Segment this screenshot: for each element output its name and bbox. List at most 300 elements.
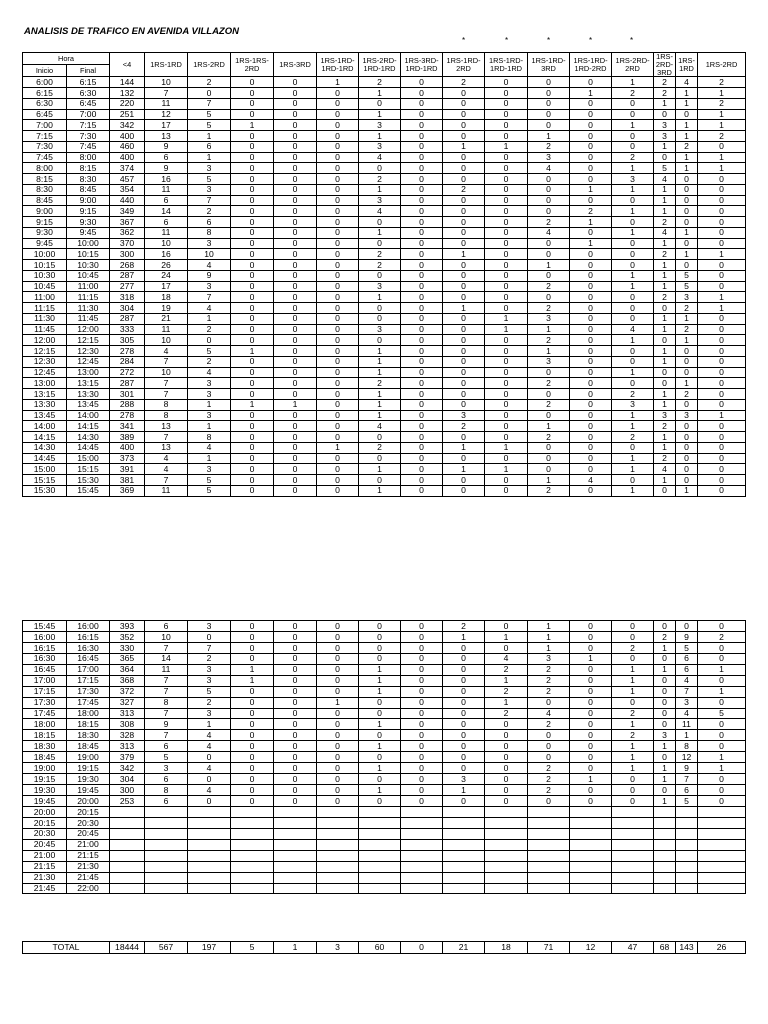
count-cell: 0 (317, 785, 359, 796)
count-cell: 11 (145, 664, 188, 675)
time-start-cell: 10:45 (23, 281, 67, 292)
count-cell: 3 (359, 120, 401, 131)
count-cell: 0 (274, 389, 317, 400)
count-cell: 0 (401, 260, 443, 271)
count-cell: 5 (188, 346, 231, 357)
count-cell: 2 (698, 131, 746, 142)
count-cell (570, 883, 612, 894)
count-cell: 0 (231, 184, 274, 195)
count-cell: 0 (231, 335, 274, 346)
time-end-cell: 10:15 (67, 249, 110, 260)
count-cell: 0 (401, 653, 443, 664)
count-cell: 0 (443, 389, 485, 400)
count-cell: 3 (612, 399, 654, 410)
time-end-cell: 10:30 (67, 260, 110, 271)
time-end-cell: 13:00 (67, 367, 110, 378)
count-cell: 21 (145, 313, 188, 324)
count-cell: 7 (145, 378, 188, 389)
count-cell: 0 (570, 708, 612, 719)
count-cell: 0 (231, 163, 274, 174)
count-cell: 1 (359, 763, 401, 774)
count-cell: 2 (528, 719, 570, 730)
count-cell: 3 (188, 281, 231, 292)
total-value: 47 (612, 942, 654, 954)
count-cell: 4 (654, 174, 676, 185)
time-end-cell: 13:15 (67, 378, 110, 389)
count-cell: 0 (528, 270, 570, 281)
count-cell: 0 (359, 475, 401, 486)
column-header: 1RS-1RD-3RD (528, 53, 570, 77)
count-cell: 4 (528, 227, 570, 238)
table-row (23, 141, 746, 152)
count-cell (612, 872, 654, 883)
time-start-cell: 7:45 (23, 152, 67, 163)
table-row (23, 719, 746, 730)
count-cell: 8 (145, 697, 188, 708)
count-cell: 0 (231, 389, 274, 400)
time-start-cell: 13:30 (23, 399, 67, 410)
count-cell (317, 861, 359, 872)
count-cell: 0 (698, 389, 746, 400)
count-cell: 2 (359, 249, 401, 260)
column-header: <4 (110, 53, 145, 77)
count-cell: 251 (110, 109, 145, 120)
time-end-cell: 19:00 (67, 752, 110, 763)
count-cell: 0 (401, 485, 443, 496)
time-start-cell: 20:30 (23, 828, 67, 839)
count-cell (528, 828, 570, 839)
count-cell: 0 (698, 719, 746, 730)
count-cell: 0 (443, 281, 485, 292)
time-start-cell: 17:00 (23, 675, 67, 686)
count-cell: 0 (401, 152, 443, 163)
count-cell: 0 (654, 367, 676, 378)
time-end-cell: 18:00 (67, 708, 110, 719)
table-row (23, 796, 746, 807)
count-cell: 0 (317, 708, 359, 719)
time-end-cell: 19:45 (67, 785, 110, 796)
count-cell: 369 (110, 485, 145, 496)
count-cell: 400 (110, 131, 145, 142)
count-cell: 0 (317, 631, 359, 642)
time-end-cell: 8:15 (67, 163, 110, 174)
table-row (23, 77, 746, 88)
time-start-cell: 20:15 (23, 817, 67, 828)
count-cell: 7 (188, 195, 231, 206)
count-cell (359, 883, 401, 894)
count-cell: 1 (698, 686, 746, 697)
time-start-cell: 17:30 (23, 697, 67, 708)
count-cell: 8 (145, 785, 188, 796)
table-row (23, 206, 746, 217)
count-cell: 0 (443, 335, 485, 346)
count-cell (231, 839, 274, 850)
count-cell: 0 (231, 763, 274, 774)
count-cell: 0 (676, 109, 698, 120)
count-cell: 0 (443, 719, 485, 730)
count-cell: 0 (443, 324, 485, 335)
count-cell: 0 (359, 621, 401, 632)
time-start-cell: 21:00 (23, 850, 67, 861)
count-cell: 0 (485, 378, 528, 389)
count-cell: 7 (188, 292, 231, 303)
count-cell: 3 (528, 356, 570, 367)
count-cell: 0 (443, 238, 485, 249)
count-cell: 2 (676, 324, 698, 335)
count-cell: 0 (485, 399, 528, 410)
count-cell: 0 (401, 249, 443, 260)
table-row (23, 763, 746, 774)
count-cell: 0 (485, 260, 528, 271)
count-cell: 1 (359, 485, 401, 496)
table-row (23, 281, 746, 292)
count-cell: 2 (654, 453, 676, 464)
count-cell (654, 850, 676, 861)
count-cell: 1 (485, 141, 528, 152)
table-row (23, 227, 746, 238)
count-cell: 3 (188, 708, 231, 719)
count-cell: 0 (485, 184, 528, 195)
count-cell: 24 (145, 270, 188, 281)
count-cell: 0 (570, 378, 612, 389)
count-cell: 0 (231, 303, 274, 314)
count-cell: 16 (145, 249, 188, 260)
time-start-cell: 6:00 (23, 77, 67, 88)
table-row (23, 163, 746, 174)
count-cell (110, 861, 145, 872)
count-cell: 0 (485, 281, 528, 292)
count-cell: 1 (676, 313, 698, 324)
count-cell (145, 839, 188, 850)
count-cell: 1 (231, 664, 274, 675)
count-cell: 1 (654, 238, 676, 249)
count-cell: 2 (612, 642, 654, 653)
time-start-cell: 9:45 (23, 238, 67, 249)
count-cell: 0 (485, 335, 528, 346)
count-cell: 17 (145, 281, 188, 292)
count-cell: 0 (528, 292, 570, 303)
count-cell: 0 (274, 621, 317, 632)
count-cell: 0 (317, 421, 359, 432)
count-cell: 0 (274, 206, 317, 217)
count-cell: 5 (188, 475, 231, 486)
table-row (23, 730, 746, 741)
count-cell: 2 (654, 292, 676, 303)
count-cell: 6 (145, 152, 188, 163)
time-start-cell: 6:45 (23, 109, 67, 120)
count-cell: 1 (188, 131, 231, 142)
count-cell: 2 (528, 399, 570, 410)
count-cell: 0 (698, 796, 746, 807)
time-start-cell: 13:00 (23, 378, 67, 389)
star-mark: * (505, 36, 509, 45)
count-cell: 0 (317, 675, 359, 686)
count-cell: 0 (612, 621, 654, 632)
count-cell: 0 (317, 313, 359, 324)
count-cell (110, 828, 145, 839)
count-cell: 1 (676, 131, 698, 142)
time-end-cell: 7:15 (67, 120, 110, 131)
count-cell: 1 (654, 741, 676, 752)
count-cell: 2 (654, 217, 676, 228)
count-cell: 2 (528, 303, 570, 314)
count-cell: 0 (676, 464, 698, 475)
time-end-cell: 14:30 (67, 432, 110, 443)
count-cell: 1 (359, 664, 401, 675)
count-cell: 0 (528, 389, 570, 400)
count-cell: 0 (485, 367, 528, 378)
count-cell: 0 (443, 763, 485, 774)
time-start-cell: 18:15 (23, 730, 67, 741)
count-cell: 0 (485, 270, 528, 281)
count-cell: 0 (570, 399, 612, 410)
count-cell: 0 (317, 195, 359, 206)
total-value: 60 (359, 942, 401, 954)
count-cell: 2 (528, 686, 570, 697)
count-cell: 0 (443, 270, 485, 281)
time-end-cell: 10:45 (67, 270, 110, 281)
count-cell: 2 (528, 785, 570, 796)
star-mark: * (547, 36, 551, 45)
count-cell: 0 (231, 270, 274, 281)
count-cell: 268 (110, 260, 145, 271)
count-cell: 0 (570, 785, 612, 796)
count-cell: 0 (698, 195, 746, 206)
count-cell: 0 (231, 453, 274, 464)
count-cell: 0 (317, 227, 359, 238)
count-cell: 0 (570, 730, 612, 741)
count-cell: 0 (274, 217, 317, 228)
count-cell: 1 (698, 120, 746, 131)
time-start-cell: 14:15 (23, 432, 67, 443)
count-cell: 5 (676, 642, 698, 653)
count-cell: 0 (443, 195, 485, 206)
total-value: 71 (528, 942, 570, 954)
count-cell: 0 (401, 292, 443, 303)
count-cell: 0 (317, 270, 359, 281)
hora-header: Hora (23, 53, 110, 65)
count-cell (188, 839, 231, 850)
time-end-cell: 16:45 (67, 653, 110, 664)
count-cell: 0 (317, 356, 359, 367)
count-cell: 1 (359, 88, 401, 99)
count-cell: 10 (145, 238, 188, 249)
count-cell: 6 (145, 217, 188, 228)
table-row (23, 675, 746, 686)
count-cell: 318 (110, 292, 145, 303)
count-cell: 0 (274, 421, 317, 432)
table-row (23, 883, 746, 894)
count-cell: 9 (145, 163, 188, 174)
count-cell: 1 (359, 686, 401, 697)
table-row (23, 292, 746, 303)
count-cell: 0 (485, 206, 528, 217)
count-cell: 3 (676, 410, 698, 421)
count-cell: 0 (231, 741, 274, 752)
count-cell: 0 (612, 785, 654, 796)
count-cell: 19 (145, 303, 188, 314)
count-cell: 0 (570, 686, 612, 697)
count-cell: 0 (317, 741, 359, 752)
count-cell: 0 (231, 77, 274, 88)
count-cell: 391 (110, 464, 145, 475)
count-cell: 0 (317, 141, 359, 152)
count-cell: 0 (401, 686, 443, 697)
count-cell: 1 (528, 642, 570, 653)
total-value: 12 (570, 942, 612, 954)
count-cell: 0 (698, 421, 746, 432)
count-cell (570, 861, 612, 872)
time-start-cell: 11:30 (23, 313, 67, 324)
count-cell (145, 861, 188, 872)
count-cell: 1 (274, 399, 317, 410)
count-cell: 6 (145, 796, 188, 807)
count-cell: 1 (698, 292, 746, 303)
count-cell: 0 (401, 227, 443, 238)
count-cell: 370 (110, 238, 145, 249)
table-row (23, 453, 746, 464)
count-cell (676, 828, 698, 839)
count-cell: 0 (401, 631, 443, 642)
count-cell (528, 861, 570, 872)
count-cell: 0 (654, 335, 676, 346)
table-row (23, 828, 746, 839)
count-cell: 0 (570, 796, 612, 807)
count-cell (145, 883, 188, 894)
count-cell: 400 (110, 152, 145, 163)
count-cell: 2 (676, 303, 698, 314)
table-row (23, 817, 746, 828)
count-cell: 1 (654, 432, 676, 443)
count-cell: 8 (188, 432, 231, 443)
count-cell: 7 (188, 98, 231, 109)
count-cell: 0 (698, 399, 746, 410)
time-end-cell: 18:15 (67, 719, 110, 730)
count-cell: 3 (145, 763, 188, 774)
count-cell: 1 (443, 631, 485, 642)
count-cell (188, 828, 231, 839)
count-cell: 0 (359, 432, 401, 443)
count-cell: 0 (570, 335, 612, 346)
count-cell: 1 (359, 292, 401, 303)
table-row (23, 708, 746, 719)
count-cell: 372 (110, 686, 145, 697)
count-cell: 0 (274, 642, 317, 653)
count-cell: 1 (359, 131, 401, 142)
count-cell: 3 (443, 774, 485, 785)
count-cell: 0 (359, 774, 401, 785)
count-cell (317, 828, 359, 839)
count-cell: 0 (274, 774, 317, 785)
count-cell: 0 (401, 785, 443, 796)
count-cell: 0 (485, 389, 528, 400)
count-cell: 0 (401, 303, 443, 314)
count-cell: 1 (612, 741, 654, 752)
count-cell (401, 828, 443, 839)
time-start-cell: 7:15 (23, 131, 67, 142)
count-cell: 11 (145, 227, 188, 238)
count-cell: 1 (654, 346, 676, 357)
count-cell: 0 (274, 730, 317, 741)
count-cell: 0 (570, 109, 612, 120)
count-cell: 0 (443, 653, 485, 664)
count-cell: 0 (570, 763, 612, 774)
count-cell: 1 (698, 752, 746, 763)
count-cell: 0 (231, 260, 274, 271)
count-cell: 0 (231, 313, 274, 324)
count-cell: 0 (274, 184, 317, 195)
count-cell: 8 (676, 741, 698, 752)
count-cell: 2 (612, 389, 654, 400)
count-cell: 11 (145, 184, 188, 195)
count-cell: 6 (188, 217, 231, 228)
count-cell: 0 (274, 88, 317, 99)
time-end-cell: 8:30 (67, 174, 110, 185)
count-cell: 0 (231, 653, 274, 664)
count-cell: 0 (612, 98, 654, 109)
count-cell: 2 (443, 621, 485, 632)
count-cell: 0 (443, 485, 485, 496)
count-cell: 3 (359, 324, 401, 335)
count-cell: 0 (528, 697, 570, 708)
count-cell: 2 (612, 152, 654, 163)
count-cell: 10 (145, 631, 188, 642)
count-cell: 3 (654, 120, 676, 131)
count-cell (485, 861, 528, 872)
count-cell: 2 (485, 664, 528, 675)
time-end-cell: 9:45 (67, 227, 110, 238)
count-cell (110, 883, 145, 894)
count-cell: 1 (528, 631, 570, 642)
table-row (23, 839, 746, 850)
count-cell: 1 (188, 152, 231, 163)
count-cell: 0 (401, 356, 443, 367)
count-cell: 0 (443, 152, 485, 163)
count-cell: 253 (110, 796, 145, 807)
count-cell (317, 817, 359, 828)
time-start-cell: 10:30 (23, 270, 67, 281)
time-start-cell: 7:30 (23, 141, 67, 152)
count-cell: 2 (654, 631, 676, 642)
count-cell (443, 806, 485, 817)
count-cell: 1 (612, 453, 654, 464)
count-cell: 6 (145, 195, 188, 206)
time-end-cell: 11:00 (67, 281, 110, 292)
count-cell: 1 (698, 763, 746, 774)
document-title: ANALISIS DE TRAFICO EN AVENIDA VILLAZON (24, 26, 239, 37)
count-cell: 7 (145, 642, 188, 653)
time-end-cell: 15:45 (67, 485, 110, 496)
count-cell: 300 (110, 249, 145, 260)
count-cell: 4 (188, 260, 231, 271)
count-cell: 0 (317, 485, 359, 496)
count-cell: 0 (528, 410, 570, 421)
table-row (23, 184, 746, 195)
count-cell: 0 (231, 227, 274, 238)
count-cell (274, 883, 317, 894)
count-cell: 1 (654, 184, 676, 195)
count-cell: 393 (110, 621, 145, 632)
count-cell (188, 861, 231, 872)
table-row (23, 421, 746, 432)
count-cell: 4 (188, 785, 231, 796)
count-cell: 0 (612, 217, 654, 228)
count-cell: 13 (145, 442, 188, 453)
count-cell: 0 (528, 464, 570, 475)
count-cell: 1 (612, 686, 654, 697)
count-cell: 0 (274, 109, 317, 120)
count-cell: 1 (231, 120, 274, 131)
